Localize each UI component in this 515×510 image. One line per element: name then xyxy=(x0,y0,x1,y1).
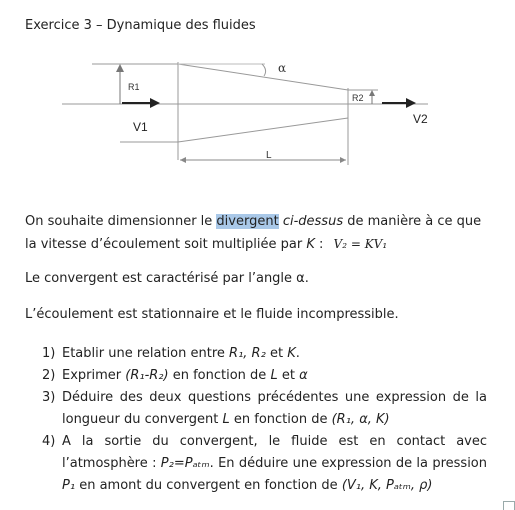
flow-statement: L’écoulement est stationnaire et le fluide incompressible. xyxy=(25,307,399,322)
question-3: 3) Déduire des deux questions précédentes une expression de la longueur du convergent L en fonction de (R₁, α, K) xyxy=(42,390,487,427)
label-r1: R1 xyxy=(128,82,140,92)
resize-handle[interactable] xyxy=(503,501,515,510)
label-v2: V2 xyxy=(413,112,428,126)
highlighted-word[interactable]: divergent xyxy=(216,214,279,229)
label-length: L xyxy=(266,150,272,161)
upper-taper xyxy=(178,64,348,90)
divergent-diagram xyxy=(0,0,515,200)
question-1: 1) Etablir une relation entre R₁, R₂ et K. xyxy=(42,346,300,361)
intro-paragraph xyxy=(25,211,495,256)
velocity-equation: V₂ = KV₁ xyxy=(333,237,388,251)
label-alpha: α xyxy=(278,61,287,75)
intro-line-2: la vitesse d’écoulement soit multipliée par K : V₂ = KV₁ xyxy=(25,237,388,252)
label-r2: R2 xyxy=(352,93,364,103)
question-4: 4) A la sortie du convergent, le fluide est en contact avec l’atmosphère : P₂=Pₐₜₘ. En déduire une expression de la pression P₁ en amont du convergent en fonction de (V₁, K, Pₐₜₘ, ρ) xyxy=(42,434,488,493)
question-2: 2) Exprimer (R₁-R₂) en fonction de L et α xyxy=(42,368,308,383)
label-v1: V1 xyxy=(133,120,148,134)
lower-taper xyxy=(178,118,348,142)
convergent-statement: Le convergent est caractérisé par l’angle α. xyxy=(25,271,309,286)
exercise-title: Exercice 3 – Dynamique des fluides xyxy=(25,18,256,33)
angle-arc xyxy=(262,64,266,76)
intro-line-1: On souhaite dimensionner le divergent ci-dessus de manière à ce que xyxy=(25,214,482,229)
question-list xyxy=(42,343,487,497)
